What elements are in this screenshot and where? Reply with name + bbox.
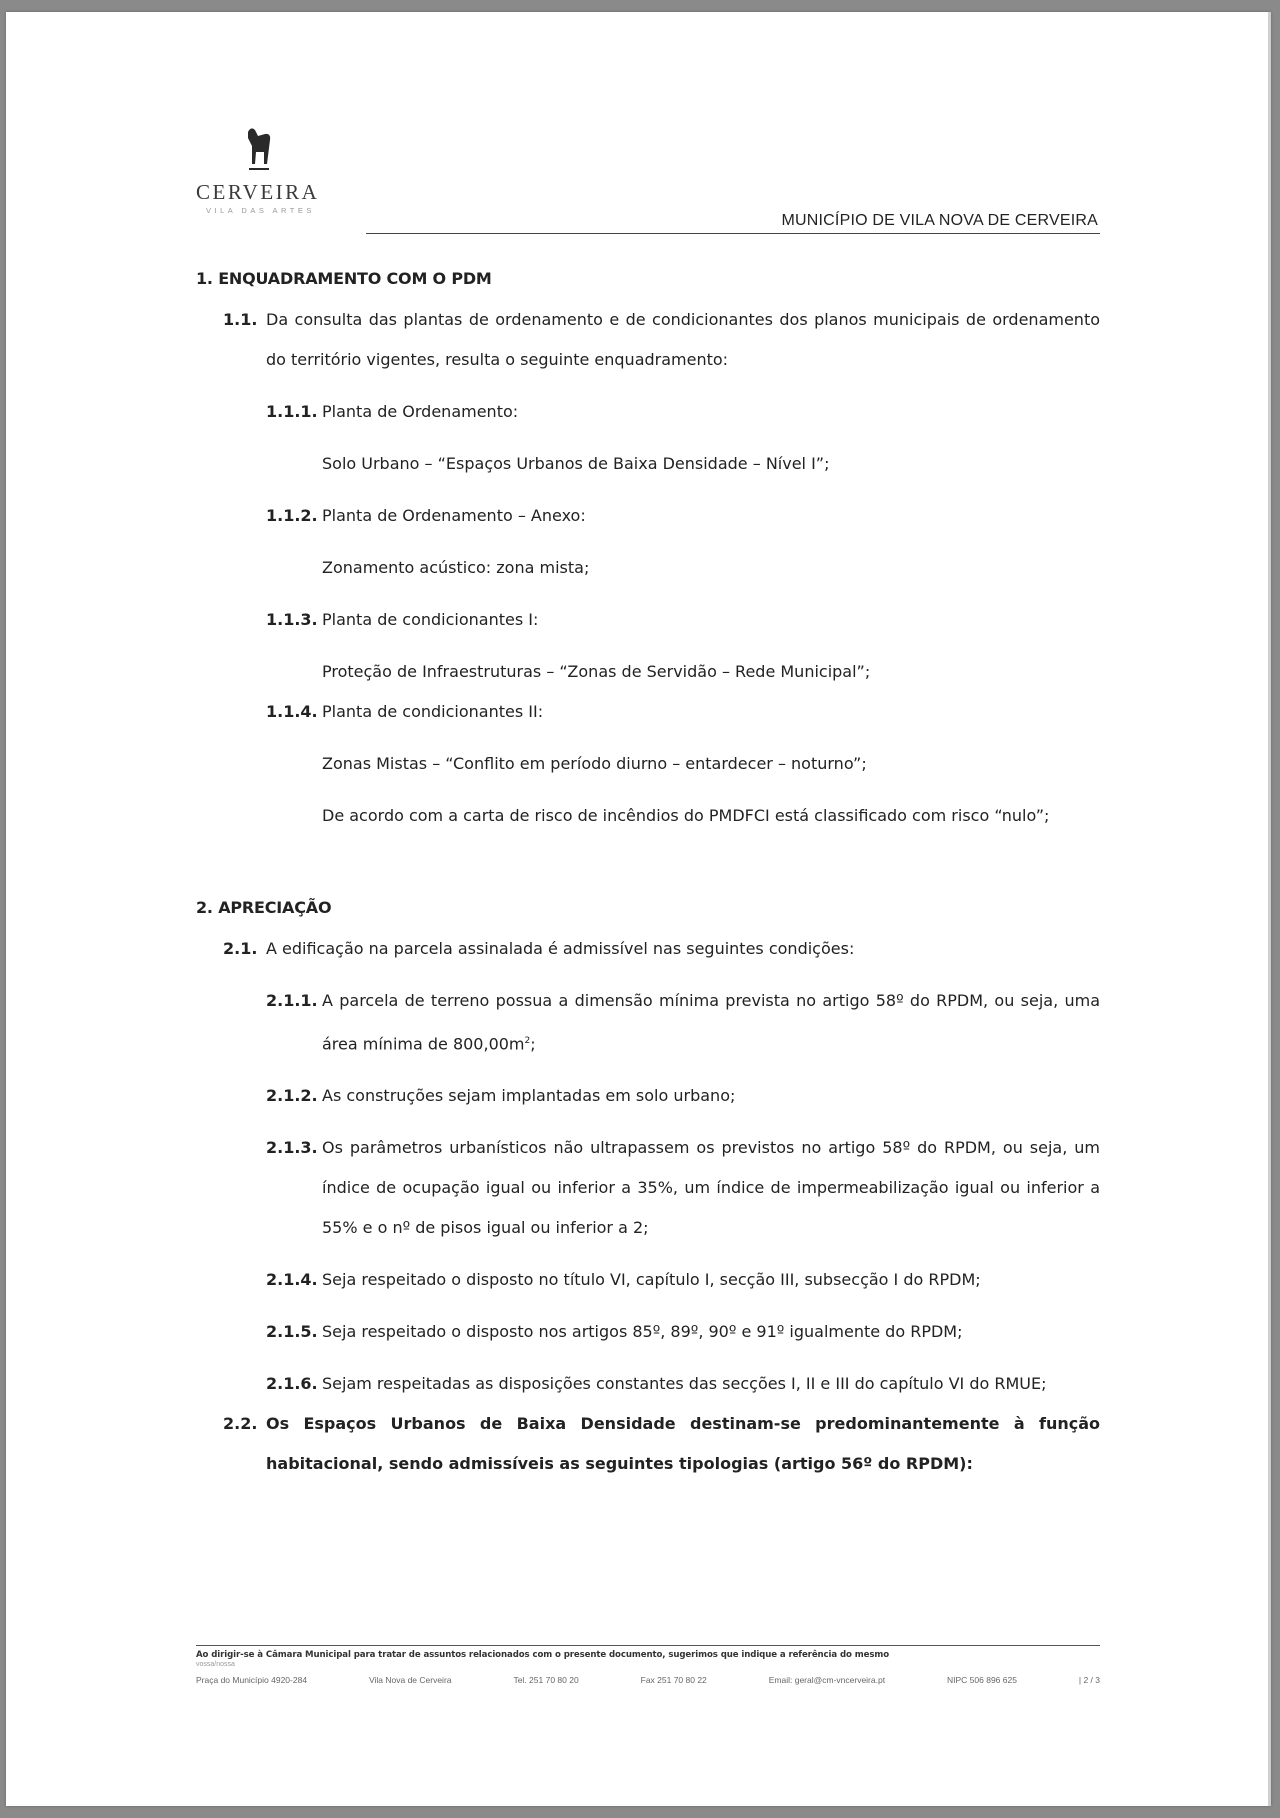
paragraph-1-1-2 <box>196 496 1100 536</box>
footer-nipc: NIPC 506 896 625 <box>947 1675 1017 1685</box>
paragraph-number: 2.1.3. <box>266 1138 318 1158</box>
logo-name: CERVEIRA <box>196 180 320 204</box>
footer-address: Praça do Município 4920-284 <box>196 1675 308 1685</box>
paragraph-text: Da consulta das plantas de ordenamento e de condicionantes dos planos municipais de ordenamento do território vigentes, resulta o seguinte enquadramento: <box>266 310 1100 369</box>
footer-city: Vila Nova de Cerveira <box>368 1675 452 1685</box>
page-footer <box>196 1645 1100 1685</box>
superscript: 2 <box>524 1036 531 1046</box>
paragraph-number: 1.1.4. <box>266 702 318 721</box>
paragraph-2-1-1 <box>196 981 1100 1064</box>
paragraph-text: A edificação na parcela assinalada é admissível nas seguintes condições: <box>266 939 855 958</box>
document-page <box>6 12 1271 1806</box>
paragraph-number: 1.1.2. <box>266 506 318 525</box>
paragraph-1-1-3 <box>196 600 1100 640</box>
section-1-heading <box>196 269 1100 288</box>
paragraph-number: 1.1.3. <box>266 610 318 629</box>
logo-tagline: VILA DAS ARTES <box>206 206 315 215</box>
footer-fax: Fax 251 70 80 22 <box>640 1675 707 1685</box>
paragraph-detail <box>196 444 1100 484</box>
paragraph-number: 2.1.6. <box>266 1374 318 1394</box>
paragraph-2-1-4 <box>196 1260 1100 1300</box>
paragraph-text: Sejam respeitadas as disposições constantes das secções I, II e III do capítulo VI do RMUE; <box>322 1374 1047 1394</box>
paragraph-text: Planta de Ordenamento: <box>322 402 519 421</box>
paragraph-text: As construções sejam implantadas em solo urbano; <box>322 1086 736 1106</box>
paragraph-text: Planta de condicionantes I: <box>322 610 539 629</box>
paragraph-text: Seja respeitado o disposto nos artigos 85º, 89º, 90º e 91º igualmente do RPDM; <box>322 1322 963 1342</box>
section-2-title: APRECIAÇÃO <box>218 898 332 917</box>
paragraph-text: Zonas Mistas – “Conflito em período diurno – entardecer – noturno”; <box>322 754 867 773</box>
header-divider <box>366 233 1100 234</box>
section-2-heading <box>196 898 1100 917</box>
footer-divider <box>196 1645 1100 1646</box>
footer-note-continued: vossa/nossa <box>196 1661 235 1668</box>
paragraph-text: Zonamento acústico: zona mista; <box>322 558 590 577</box>
footer-email: Email: geral@cm-vncerveira.pt <box>768 1675 886 1685</box>
paragraph-1-1-1 <box>196 392 1100 432</box>
section-1-number: 1. <box>196 269 213 288</box>
footer-note: Ao dirigir-se à Câmara Municipal para tratar de assuntos relacionados com o presente documento, sugerimos que indique a referência do mesmo <box>196 1650 889 1660</box>
paragraph-2-1-6 <box>196 1364 1100 1404</box>
paragraph-text: Planta de condicionantes II: <box>322 702 544 721</box>
paragraph-2-1-5 <box>196 1312 1100 1352</box>
document-body <box>196 269 1100 1484</box>
paragraph-2-1 <box>196 929 1100 969</box>
paragraph-text-main: A parcela de terreno possua a dimensão mínima prevista no artigo 58º do RPDM, ou seja, uma área mínima de 800,00m <box>322 991 1100 1054</box>
paragraph-detail <box>196 548 1100 588</box>
section-1-title: ENQUADRAMENTO COM O PDM <box>218 269 492 288</box>
paragraph-text-tail: ; <box>530 1034 536 1054</box>
paragraph-1-1 <box>196 300 1100 380</box>
paragraph-number: 2.1.1. <box>266 991 318 1010</box>
section-2-number: 2. <box>196 898 213 917</box>
paragraph-number: 2.2. <box>223 1414 258 1434</box>
paragraph-text: Seja respeitado o disposto no título VI, capítulo I, secção III, subsecção I do RPDM; <box>322 1270 981 1290</box>
municipio-heading: MUNICÍPIO DE VILA NOVA DE CERVEIRA <box>781 212 1098 229</box>
paragraph-text: Solo Urbano – “Espaços Urbanos de Baixa Densidade – Nível I”; <box>322 454 830 473</box>
paragraph-number: 2.1.2. <box>266 1086 318 1106</box>
footer-contacts <box>196 1675 1100 1685</box>
paragraph-detail <box>196 744 1100 784</box>
paragraph-text: Os Espaços Urbanos de Baixa Densidade destinam-se predominantemente à função habitacional, sendo admissíveis as seguintes tipologias (artigo 56º do RPDM): <box>266 1414 1100 1474</box>
paragraph-number: 1.1.1. <box>266 402 318 421</box>
paragraph-1-1-4 <box>196 692 1100 732</box>
paragraph-text: Proteção de Infraestruturas – “Zonas de Servidão – Rede Municipal”; <box>322 662 871 681</box>
footer-page-number: | 2 / 3 <box>1078 1675 1100 1685</box>
paragraph-number: 2.1.4. <box>266 1270 318 1290</box>
paragraph-detail <box>196 652 1100 692</box>
deer-logo-icon <box>238 124 278 172</box>
paragraph-number: 1.1. <box>223 310 258 329</box>
paragraph-2-1-2 <box>196 1076 1100 1116</box>
paragraph-2-2 <box>196 1404 1100 1484</box>
paragraph-2-1-3 <box>196 1128 1100 1248</box>
paragraph-text: Os parâmetros urbanísticos não ultrapassem os previstos no artigo 58º do RPDM, ou seja, um índice de ocupação igual ou inferior a 35%, um índice de impermeabilização igual ou inferior a 55% e o nº de pisos igual ou inferior a 2; <box>322 1138 1100 1238</box>
paragraph-number: 2.1.5. <box>266 1322 318 1342</box>
footer-tel: Tel. 251 70 80 20 <box>513 1675 579 1685</box>
paragraph-number: 2.1. <box>223 939 258 958</box>
paragraph-text: De acordo com a carta de risco de incêndios do PMDFCI está classificado com risco “nulo”; <box>322 806 1050 825</box>
paragraph-text: Planta de Ordenamento – Anexo: <box>322 506 586 525</box>
paragraph-detail <box>196 796 1100 836</box>
paragraph-text <box>322 981 1100 1064</box>
